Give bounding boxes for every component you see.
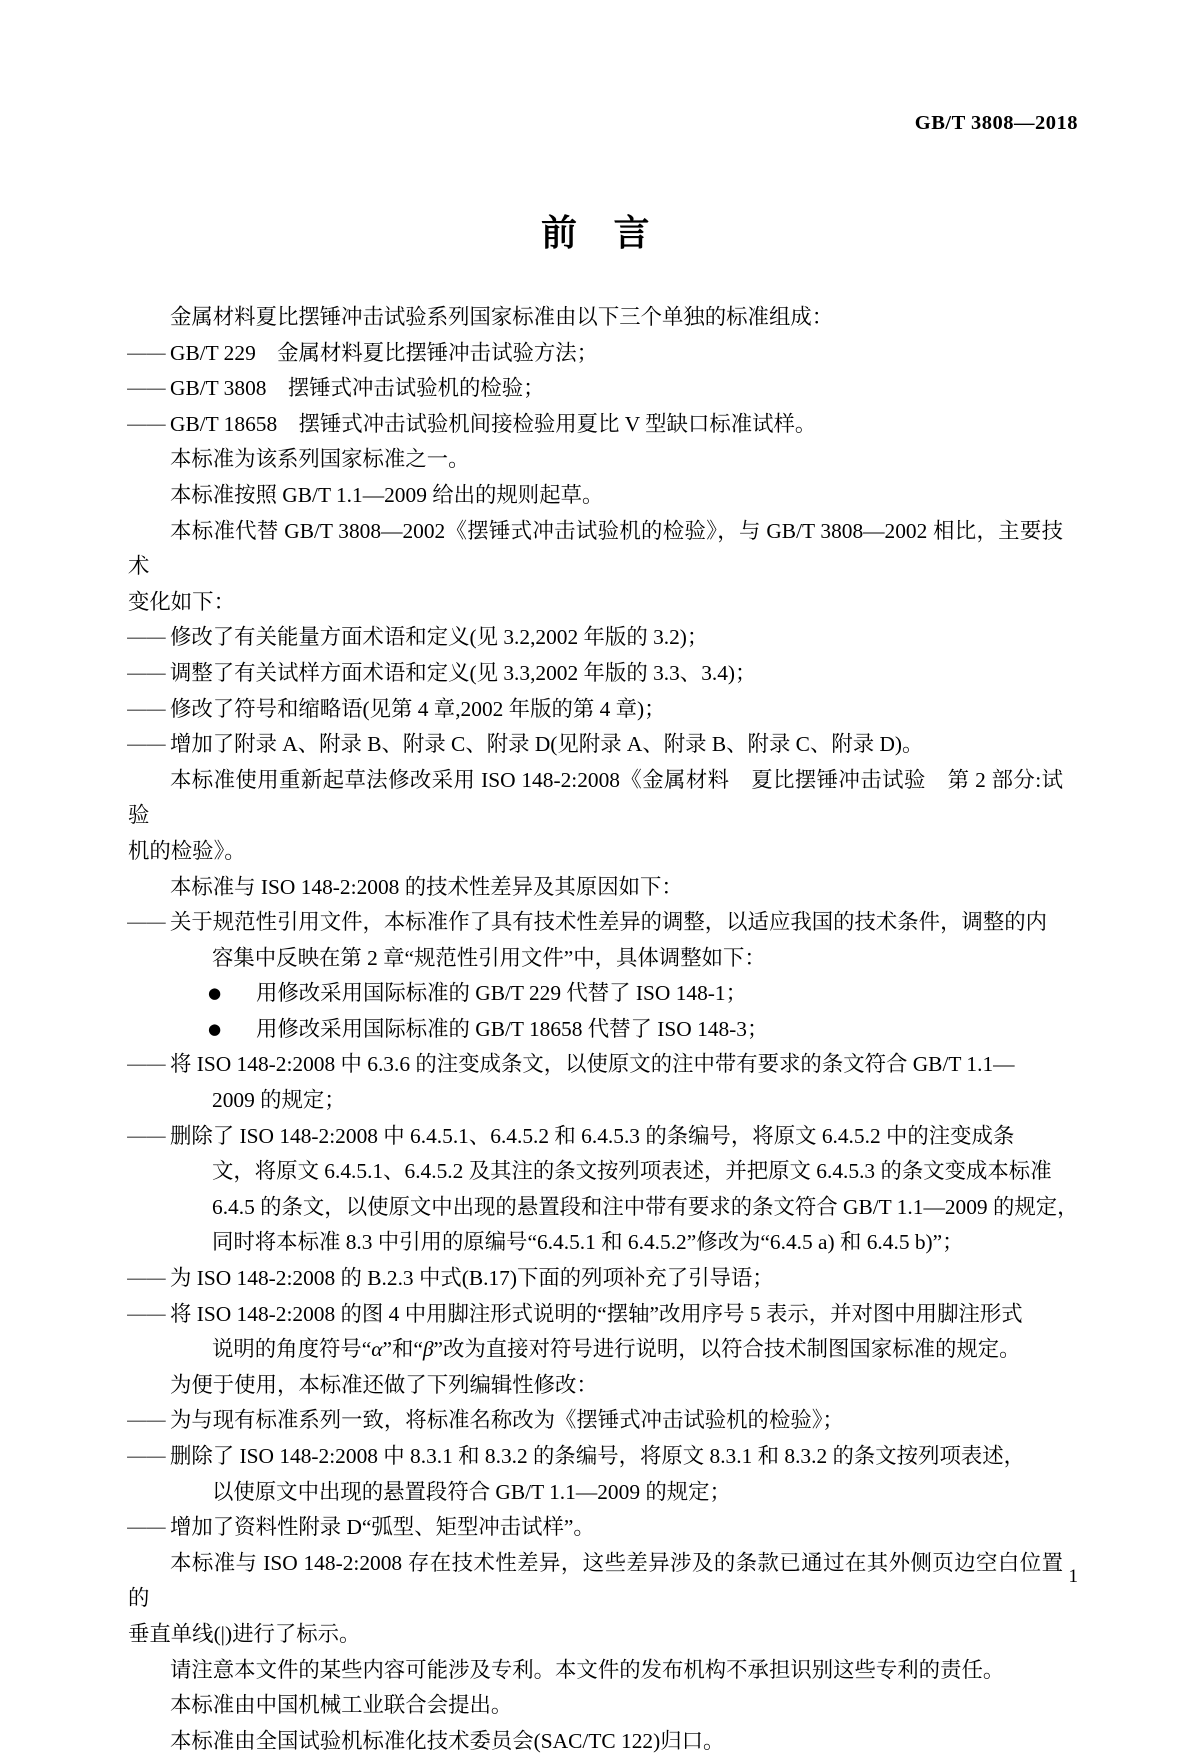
- difference-item-5-line2: [128, 1332, 1063, 1368]
- dash-marker: ——: [126, 340, 165, 366]
- paragraph-editorial-intro: 为便于使用，本标准还做了下列编辑性修改：: [170, 1372, 598, 1397]
- document-body: [126, 300, 1079, 1759]
- symbol-beta: β: [422, 1337, 434, 1362]
- list-item-text: 将 ISO 148-2:2008 的图 4 中用脚注形式说明的“摆轴”改用序号 5 表示，并对图中用脚注形式: [170, 1301, 1023, 1326]
- editorial-item-3: [128, 1510, 1063, 1546]
- paragraph-series-intro: 金属材料夏比摆锤冲击试验系列国家标准由以下三个单独的标准组成：: [170, 305, 834, 329]
- symbol-alpha: α: [371, 1337, 383, 1362]
- paragraph-one-of-series: 本标准为该系列国家标准之一。: [170, 447, 470, 472]
- bullet-item-gbt18658-replacement: [128, 1012, 1063, 1048]
- list-item-text: 删除了 ISO 148-2:2008 中 6.4.5.1、6.4.5.2 和 6.4.5.3 的条编号，将原文 6.4.5.2 中的注变成条: [170, 1123, 1015, 1148]
- paragraph-patent-notice: 请注意本文件的某些内容可能涉及专利。本文件的发布机构不承担识别这些专利的责任。: [170, 1657, 1005, 1682]
- paragraph-proposed-by: 本标准由中国机械工业联合会提出。: [170, 1693, 513, 1718]
- dash-marker: ——: [126, 1123, 165, 1149]
- dash-marker: ——: [126, 1515, 165, 1541]
- difference-item-3-line3: 6.4.5 的条文，以使原文中出现的悬置段和注中带有要求的条文符合 GB/T 1.1—2009 的规定，: [212, 1194, 1079, 1219]
- page-number: 1: [1068, 1566, 1078, 1587]
- page-header-standard-number: GB/T 3808—2018: [914, 112, 1078, 134]
- list-item-text: 调整了有关试样方面术语和定义(见 3.3,2002 年版的 3.3、3.4)；: [170, 660, 757, 685]
- list-item-text: GB/T 18658 摆锤式冲击试验机间接检验用夏比 V 型缺口标准试样。: [170, 411, 817, 436]
- difference-item-5-text-b: ”和“: [382, 1337, 423, 1362]
- title-char-qian: 前: [540, 213, 578, 254]
- difference-item-3-line1: [128, 1119, 1063, 1155]
- dash-marker: ——: [126, 1052, 165, 1078]
- paragraph-iso-adoption-line2: 机的检验》。: [128, 838, 246, 863]
- paragraph-replaces-line1: 本标准代替 GB/T 3808—2002《摆锤式冲击试验机的检验》，与 GB/T 3808—2002 相比，主要技术: [128, 518, 1063, 579]
- title-char-yan: 言: [613, 213, 651, 254]
- bullet-marker: ●: [208, 1019, 222, 1038]
- dash-marker: ——: [126, 696, 165, 722]
- difference-item-2-line2: 2009 的规定；: [212, 1088, 346, 1113]
- paragraph-vertical-bar-marking-line2: 垂直单线(|)进行了标示。: [128, 1621, 361, 1646]
- list-item-gbt3808: [128, 371, 1063, 407]
- list-item-text: 关于规范性引用文件，本标准作了具有技术性差异的调整，以适应我国的技术条件，调整的内: [170, 910, 1048, 935]
- dash-marker: ——: [126, 1266, 165, 1292]
- list-item-text: 将 ISO 148-2:2008 中 6.3.6 的注变成条文，以使原文的注中带有要求的条文符合 GB/T 1.1—: [170, 1052, 1015, 1077]
- dash-marker: ——: [126, 625, 165, 651]
- difference-item-3-line4: 同时将本标准 8.3 中引用的原编号“6.4.5.1 和 6.4.5.2”修改为“6.4.5 a) 和 6.4.5 b)”；: [212, 1230, 964, 1255]
- difference-item-3-line2: 文，将原文 6.4.5.1、6.4.5.2 及其注的条文按列项表述，并把原文 6.4.5.3 的条文变成本标准: [212, 1159, 1052, 1184]
- dash-marker: ——: [126, 411, 165, 437]
- editorial-item-2-line2: 以使原文中出现的悬置段符合 GB/T 1.1—2009 的规定；: [212, 1479, 731, 1504]
- list-item-text: 为与现有标准系列一致，将标准名称改为《摆锤式冲击试验机的检验》；: [170, 1408, 844, 1433]
- list-item-text: 增加了资料性附录 D“弧型、矩型冲击试样”。: [170, 1515, 595, 1540]
- dash-marker: ——: [126, 376, 165, 402]
- dash-marker: ——: [126, 732, 165, 758]
- dash-marker: ——: [126, 910, 165, 936]
- change-item-2: [128, 656, 1063, 692]
- difference-item-4: [128, 1261, 1063, 1297]
- editorial-item-2-line1: [128, 1439, 1063, 1475]
- change-item-4: [128, 727, 1063, 763]
- dash-marker: ——: [126, 1301, 165, 1327]
- paragraph-replaces-line2: 变化如下：: [128, 589, 235, 614]
- difference-item-1-line1: [128, 905, 1063, 941]
- paragraph-iso-adoption-line1: 本标准使用重新起草法修改采用 ISO 148-2:2008《金属材料 夏比摆锤冲击试验 第 2 部分:试验: [128, 767, 1063, 828]
- list-item-gbt229: [128, 336, 1063, 372]
- change-item-3: [128, 692, 1063, 728]
- difference-item-5-text-c: ”改为直接对符号进行说明，以符合技术制图国家标准的规定。: [433, 1337, 1021, 1362]
- paragraph-drafting-rules: 本标准按照 GB/T 1.1—2009 给出的规则起草。: [170, 482, 604, 507]
- list-item-text: 删除了 ISO 148-2:2008 中 8.3.1 和 8.3.2 的条编号，将原文 8.3.1 和 8.3.2 的条文按列项表述，: [170, 1444, 1026, 1468]
- difference-item-2-line1: [128, 1047, 1063, 1083]
- difference-item-1-line2: 容集中反映在第 2 章“规范性引用文件”中，具体调整如下：: [212, 945, 766, 970]
- difference-item-5-line1: [128, 1297, 1063, 1333]
- editorial-item-1: [128, 1403, 1063, 1439]
- list-item-gbt18658: [128, 407, 1063, 443]
- bullet-item-gbt229-replacement: [128, 976, 1063, 1012]
- paragraph-vertical-bar-marking-line1: 本标准与 ISO 148-2:2008 存在技术性差异，这些差异涉及的条款已通过在其外侧页边空白位置的: [128, 1550, 1063, 1611]
- bullet-item-text: 用修改采用国际标准的 GB/T 229 代替了 ISO 148-1；: [256, 981, 748, 1006]
- paragraph-technical-differences-intro: 本标准与 ISO 148-2:2008 的技术性差异及其原因如下：: [170, 874, 683, 899]
- dash-marker: ——: [126, 1444, 165, 1469]
- bullet-marker: ●: [208, 984, 222, 1003]
- list-item-text: 修改了符号和缩略语(见第 4 章,2002 年版的第 4 章)；: [170, 696, 666, 721]
- difference-item-5-text-a: 说明的角度符号“: [212, 1337, 372, 1362]
- bullet-item-text: 用修改采用国际标准的 GB/T 18658 代替了 ISO 148-3；: [256, 1016, 769, 1041]
- list-item-text: GB/T 229 金属材料夏比摆锤冲击试验方法；: [170, 340, 599, 365]
- list-item-text: 修改了有关能量方面术语和定义(见 3.2,2002 年版的 3.2)；: [170, 625, 709, 650]
- paragraph-administered-by: 本标准由全国试验机标准化技术委员会(SAC/TC 122)归口。: [170, 1728, 725, 1753]
- list-item-text: GB/T 3808 摆锤式冲击试验机的检验；: [170, 376, 545, 401]
- dash-marker: ——: [126, 660, 165, 686]
- list-item-text: 增加了附录 A、附录 B、附录 C、附录 D(见附录 A、附录 B、附录 C、附录 D)。: [170, 732, 924, 757]
- change-item-1: [128, 620, 1063, 656]
- page-title: [0, 205, 1191, 256]
- dash-marker: ——: [126, 1408, 165, 1434]
- list-item-text: 为 ISO 148-2:2008 的 B.2.3 中式(B.17)下面的列项补充了引导语；: [170, 1266, 774, 1291]
